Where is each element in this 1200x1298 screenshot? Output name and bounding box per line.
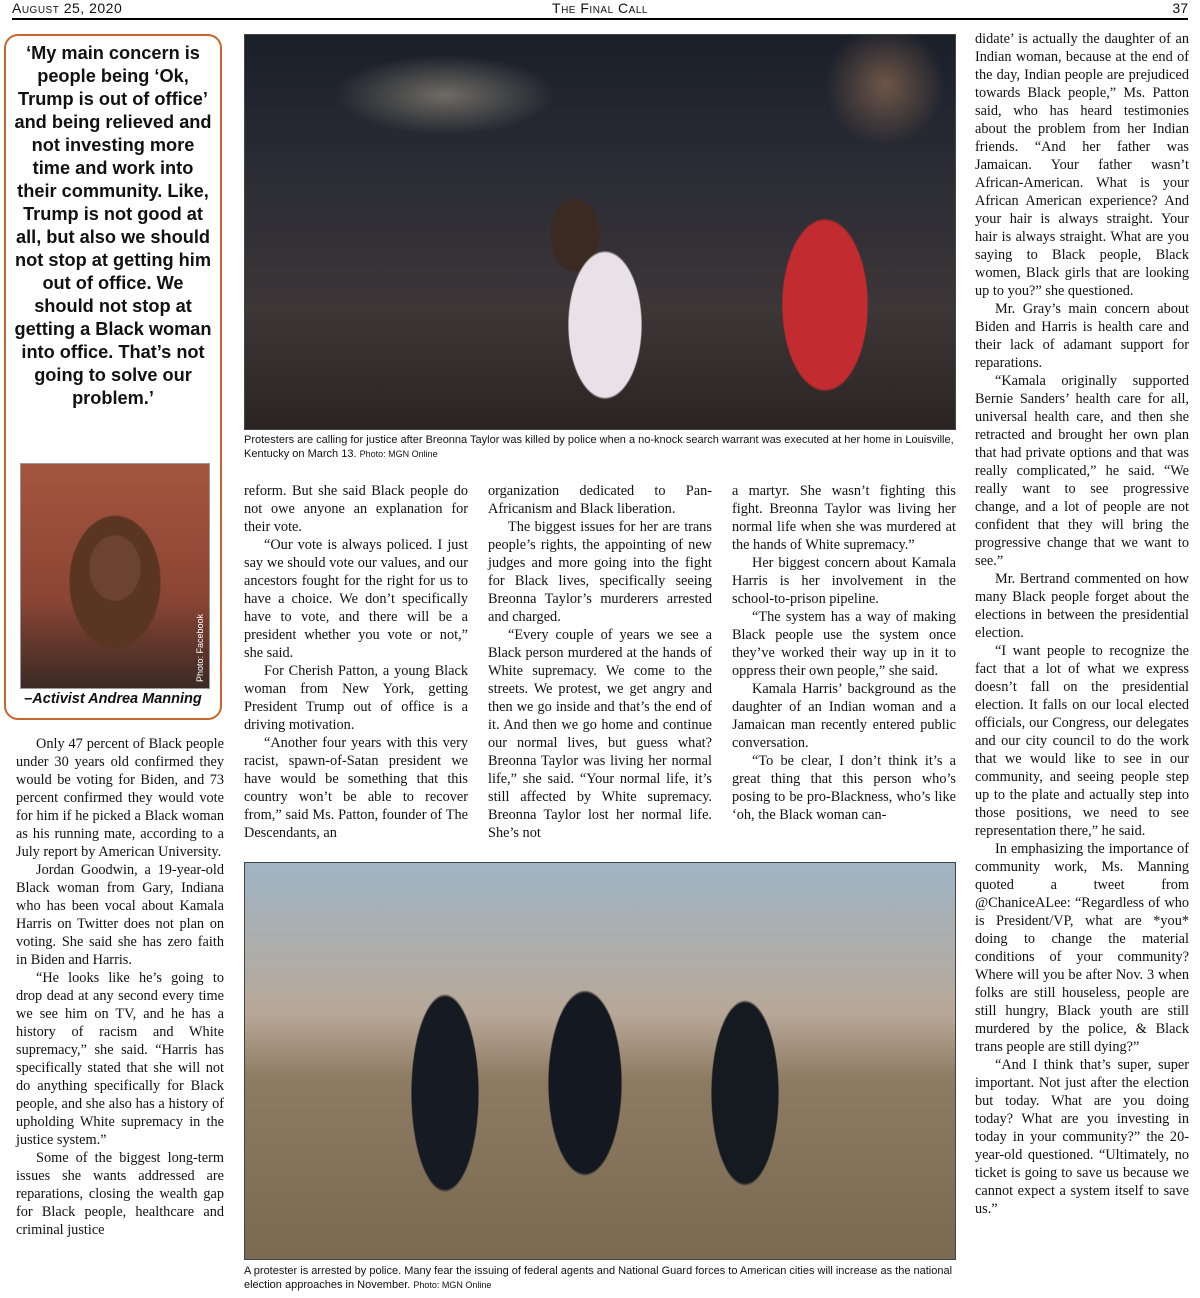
portrait-photo-credit: Photo: Facebook [195,613,205,682]
paragraph: a martyr. She wasn’t fighting this fight. Breonna Taylor was living her normal life when she was murdered at the hands of White supremacy.” [732,483,956,553]
top-photo-caption [244,433,956,461]
paragraph: “Every couple of years we see a Black person murdered at the hands of White supremacy. We come to the streets. We protest, we get angry and then we go inside and that’s the end of it. And then we go home and continue our normal lives, but guess what? Breonna Taylor was living her normal life,” she said. “Your normal life, it’s still affected by White supremacy. Breonna Taylor lost her normal life. She’s not [488,627,712,841]
paragraph: Mr. Gray’s main concern about Biden and Harris is health care and their lack of adamant support for reparations. [975,301,1189,371]
paragraph: Jordan Goodwin, a 19-year-old Black woman from Gary, Indiana who has been vocal about Kamala Harris on Twitter does not plan on voting. She said she has zero faith in Biden and Harris. [16,862,224,968]
paragraph: Kamala Harris’ background as the daughter of an Indian woman and a Jamaican man recently entered public conversation. [732,681,956,751]
newspaper-name: The Final Call [552,0,648,16]
top-photo-credit: Photo: MGN Online [359,449,438,459]
paragraph: Only 47 percent of Black people under 30 years old confirmed they would be voting for Biden, and 73 percent confirmed they would vote for him if he picked a Black woman as his running mate, according to a July report by American University. [16,736,224,860]
paragraph: “And I think that’s super, super important. Not just after the election but today. What are you doing today? What are you investing in today in your community?” the 20-year-old questioned. “Ultimately, no ticket is going to save us because we cannot expect a system itself to save us.” [975,1057,1189,1217]
paragraph: Her biggest concern about Kamala Harris is her involvement in the school-to-prison pipeline. [732,555,956,607]
bottom-photo-credit: Photo: MGN Online [413,1280,492,1290]
paragraph: “He looks like he’s going to drop dead at any second every time we see him on TV, and he has a history of racism and White supremacy,” she said. “Harris has specifically stated that she will not do anything specifically for Black people, and she also has a history of upholding White supremacy in the justice system.” [16,970,224,1148]
page-number: 37 [1172,0,1188,16]
pull-quote-byline: –Activist Andrea Manning [24,691,202,707]
paragraph: “Kamala originally supported Bernie Sanders’ health care for all, universal health care, and then she retracted and brought her own plan that had private options and that was really complicated,” he said. “We really want to see progressive change, and a lot of people are not confident that they will bring the progressive change that we want to see.” [975,373,1189,569]
paragraph: “I want people to recognize the fact that a lot of what we express doesn’t fall on the presidential election. It falls on our local elected officials, our Congress, our delegates and our city council to do the work that we would like to see in our community, and seeing people step up to the plate and actually step into those positions, we need to see representation there,” he said. [975,643,1189,839]
article-column-2 [244,482,468,842]
bottom-photo-caption [244,1264,956,1292]
paragraph: For Cherish Patton, a young Black woman from New York, getting President Trump out of office is a driving motivation. [244,663,468,733]
protest-photo-top [244,34,956,430]
issue-date: August 25, 2020 [12,0,123,16]
top-photo-caption-text: Protesters are calling for justice after Breonna Taylor was killed by police when a no-knock search warrant was executed at her home in Louisville, Kentucky on March 13. [244,434,954,460]
paragraph: “Another four years with this very racist, spawn-of-Satan president we have would be something that this country won’t be able to recover from,” said Ms. Patton, founder of The Descendants, an [244,735,468,841]
paragraph: didate’ is actually the daughter of an Indian woman, because at the end of the day, Indian people are prejudiced towards Black people,” Ms. Patton said, who has heard testimonies about the problem from her Indian friends. “And her father was Jamaican. Your father wasn’t African-American. What is your African American experience? And your hair is always straight. Your hair is always straight. What are you saying to Black people, Black women, Black girls that are looking up to you?” she questioned. [975,31,1189,299]
article-column-4 [732,482,956,824]
pull-quote-text: ‘My main concern is people being ‘Ok, Trump is out of office’ and being relieved and not investing more time and work into their community. Like, Trump is not good at all, but also we should not stop at getting him out of office. We should not stop at getting a Black woman into office. That’s not going to solve our problem.’ [14,43,212,408]
paragraph: “To be clear, I don’t think it’s a great thing that this person who’s posing to be pro-Blackness, who’s like ‘oh, the Black woman can- [732,753,956,823]
article-column-1 [16,735,224,1239]
paragraph: “The system has a way of making Black people use the system once they’ve worked their way up in it to oppress their own people,” she said. [732,609,956,679]
bottom-photo-caption-text: A protester is arrested by police. Many fear the issuing of federal agents and National Guard forces to American cities will increase as the national election approaches in November. [244,1265,953,1291]
paragraph: reform. But she said Black people do not owe anyone an explanation for their vote. [244,483,468,535]
paragraph: organization dedicated to Pan-Africanism and Black liberation. [488,483,712,517]
page-header [12,0,1188,20]
paragraph: Mr. Bertrand commented on how many Black people forget about the elections in between the presidential election. [975,571,1189,641]
portrait-photo [20,463,210,689]
paragraph: Some of the biggest long-term issues she wants addressed are reparations, closing the wealth gap for Black people, healthcare and criminal justice [16,1150,224,1238]
article-column-3 [488,482,712,842]
pull-quote-box [4,34,222,720]
arrest-photo-bottom [244,862,956,1260]
article-column-5 [975,30,1189,1218]
paragraph: The biggest issues for her are trans people’s rights, the appointing of new judges and more going into the fight for Black lives, specifically seeing Breonna Taylor’s murderers arrested and charged. [488,519,712,625]
paragraph: In emphasizing the importance of community work, Ms. Manning quoted a tweet from @ChaniceALee: “Regardless of who is President/VP, what are *you* doing to change the material conditions of your community? Where will you be after Nov. 3 when folks are still houseless, people are still hungry, Black youth are still murdered by the police, & Black trans people are still dying?” [975,841,1189,1055]
paragraph: “Our vote is always policed. I just say we should vote our values, and our ancestors fought for the right for us to have a choice. We don’t specifically have to vote, and there will be a president whether you vote or not,” she said. [244,537,468,661]
